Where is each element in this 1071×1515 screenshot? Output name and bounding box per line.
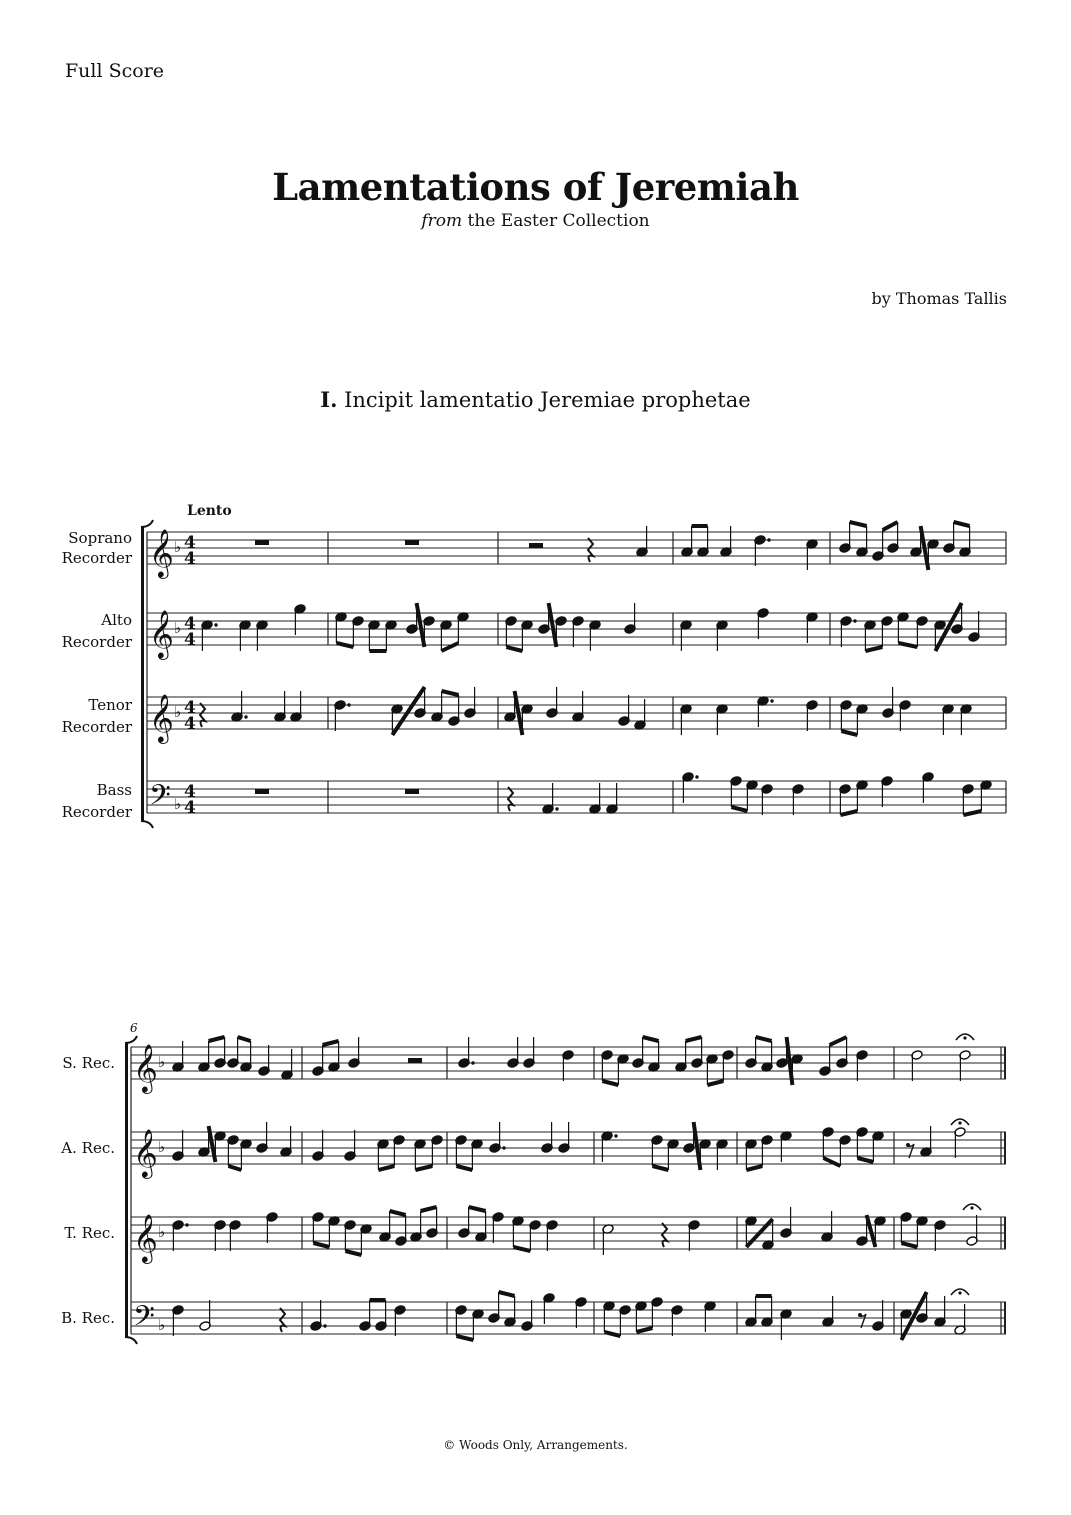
- fermata-dot: [970, 1206, 973, 1209]
- augmentation-dot: [244, 715, 247, 718]
- beam: [694, 1122, 701, 1170]
- instrument-name-soprano-1: Soprano: [68, 529, 132, 547]
- beam: [549, 603, 557, 647]
- augmentation-dot: [185, 1223, 188, 1226]
- beam: [830, 1037, 847, 1045]
- instrument-name-tenor-2: Recorder: [61, 718, 132, 736]
- whole-rest: [255, 540, 269, 545]
- treble-clef-icon: 𝄞: [149, 693, 174, 742]
- time-sig-num: 4: [184, 698, 196, 718]
- half-rest: [408, 1058, 422, 1063]
- beam: [707, 1081, 723, 1085]
- time-sig-den: 4: [184, 549, 196, 569]
- instrument-name-alto-1: Alto: [101, 611, 132, 629]
- treble-clef-icon: 𝄞: [149, 528, 174, 577]
- beam: [513, 1247, 530, 1251]
- instrument-name-tenor-1: Tenor: [88, 696, 132, 714]
- beam: [499, 1292, 515, 1296]
- instrument-name-soprano-2: Recorder: [61, 549, 132, 567]
- beam: [228, 1166, 241, 1170]
- augmentation-dot: [471, 1061, 474, 1064]
- composer-credit: by Thomas Tallis: [871, 289, 1007, 308]
- instrument-name-bass-2: Recorder: [61, 803, 132, 821]
- beam: [840, 811, 857, 815]
- time-sig-den: 4: [184, 630, 196, 650]
- beam: [823, 1158, 840, 1166]
- subtitle-rest: the Easter Collection: [462, 211, 650, 231]
- augmentation-dot: [555, 807, 558, 810]
- system-2-clefs: [133, 1043, 165, 1340]
- time-sig-den: 4: [184, 714, 196, 734]
- beam: [336, 643, 353, 647]
- beam: [390, 1211, 406, 1215]
- beam: [345, 1251, 361, 1255]
- staff-bass: [147, 781, 1006, 813]
- flat-icon: ♭: [158, 1316, 166, 1334]
- whole-rest: [255, 789, 269, 794]
- system-1-time-signatures: [184, 533, 196, 818]
- augmentation-dot: [214, 623, 217, 626]
- score-type-label: Full Score: [65, 60, 165, 82]
- augmentation-dot: [323, 1324, 326, 1327]
- beam: [865, 647, 882, 651]
- augmentation-dot: [767, 538, 770, 541]
- fermata-dot: [958, 1121, 961, 1124]
- treble-clef-icon: 𝄞: [133, 1213, 158, 1262]
- augmentation-dot: [695, 775, 698, 778]
- instrument-short-bass: B. Rec.: [61, 1309, 115, 1327]
- flat-icon: ♭: [174, 703, 182, 721]
- augmentation-dot: [347, 703, 350, 706]
- quarter-rest: [200, 703, 205, 727]
- beam: [746, 1166, 762, 1170]
- beam: [456, 1336, 473, 1340]
- time-sig-num: 4: [184, 614, 196, 634]
- flat-icon: ♭: [158, 1053, 166, 1071]
- flat-icon: ♭: [158, 1138, 166, 1156]
- beam: [857, 1158, 873, 1162]
- flat-icon: ♭: [174, 795, 182, 813]
- beam: [901, 1243, 917, 1247]
- beam: [421, 1207, 437, 1211]
- flat-icon: ♭: [174, 538, 182, 556]
- treble-clef-icon: 𝄞: [133, 1128, 158, 1177]
- beam: [238, 1037, 251, 1041]
- system-2-notes: [172, 1034, 981, 1340]
- quarter-rest: [508, 787, 513, 811]
- system-1-clefs: [149, 528, 181, 819]
- system-2-barlines: [131, 1047, 1005, 1334]
- beam: [841, 731, 857, 735]
- measure-number: 6: [130, 1021, 138, 1035]
- instrument-short-soprano: S. Rec.: [62, 1054, 115, 1072]
- whole-rest: [405, 540, 419, 545]
- beam: [456, 1166, 472, 1170]
- beam: [313, 1243, 329, 1247]
- bass-clef-icon: 𝄢: [133, 1300, 155, 1340]
- quarter-rest: [588, 538, 593, 562]
- flat-icon: ♭: [174, 619, 182, 637]
- whole-rest: [405, 789, 419, 794]
- beam: [441, 643, 458, 651]
- augmentation-dot: [502, 1146, 505, 1149]
- beam: [469, 1207, 486, 1211]
- quarter-rest: [280, 1308, 285, 1332]
- beam: [378, 1166, 394, 1170]
- instrument-short-alto: A. Rec.: [61, 1139, 115, 1157]
- score-title: Lamentations of Jeremiah: [272, 165, 799, 209]
- augmentation-dot: [770, 699, 773, 702]
- instrument-name-alto-2: Recorder: [61, 633, 132, 651]
- fermata-dot: [963, 1036, 966, 1039]
- beam: [898, 643, 917, 647]
- beam: [417, 603, 425, 647]
- augmentation-dot: [853, 619, 856, 622]
- beam: [867, 1215, 876, 1247]
- augmentation-dot: [614, 1134, 617, 1137]
- beam: [954, 522, 970, 526]
- movement-name: Incipit lamentatio Jeremiae prophetae: [337, 388, 751, 412]
- beam: [686, 1037, 702, 1041]
- time-sig-num: 4: [184, 533, 196, 553]
- beam: [731, 807, 747, 811]
- beam: [850, 522, 867, 526]
- movement-numeral: I.: [320, 387, 338, 412]
- time-sig-den: 4: [184, 798, 196, 818]
- beam: [643, 1037, 659, 1041]
- beam: [636, 1328, 652, 1332]
- quarter-rest: [662, 1223, 667, 1247]
- beam: [442, 691, 459, 695]
- beam: [883, 522, 898, 530]
- flat-icon: ♭: [158, 1223, 166, 1241]
- instrument-name-bass-1: Bass: [96, 781, 132, 799]
- fermata-dot: [958, 1291, 961, 1294]
- system-1-notes: [200, 522, 992, 815]
- subtitle-prefix: from: [421, 211, 463, 231]
- beam: [209, 1037, 225, 1041]
- bass-clef-icon: 𝄢: [149, 779, 171, 819]
- treble-clef-icon: 𝄞: [133, 1043, 158, 1092]
- beam: [323, 1041, 339, 1045]
- time-sig-num: 4: [184, 782, 196, 802]
- copyright-footer: © Woods Only, Arrangements.: [443, 1438, 628, 1452]
- treble-clef-icon: 𝄞: [149, 609, 174, 658]
- system-1-barlines: [147, 532, 1006, 813]
- beam: [506, 647, 522, 651]
- beam: [602, 1081, 618, 1085]
- beam: [604, 1332, 620, 1336]
- beam: [209, 1126, 216, 1162]
- beam: [652, 1166, 668, 1170]
- instrument-short-tenor: T. Rec.: [64, 1224, 115, 1242]
- tempo-marking: Lento: [187, 503, 232, 519]
- half-rest: [529, 543, 543, 548]
- beam: [756, 1037, 772, 1041]
- beam: [415, 1166, 432, 1170]
- beam: [963, 811, 981, 815]
